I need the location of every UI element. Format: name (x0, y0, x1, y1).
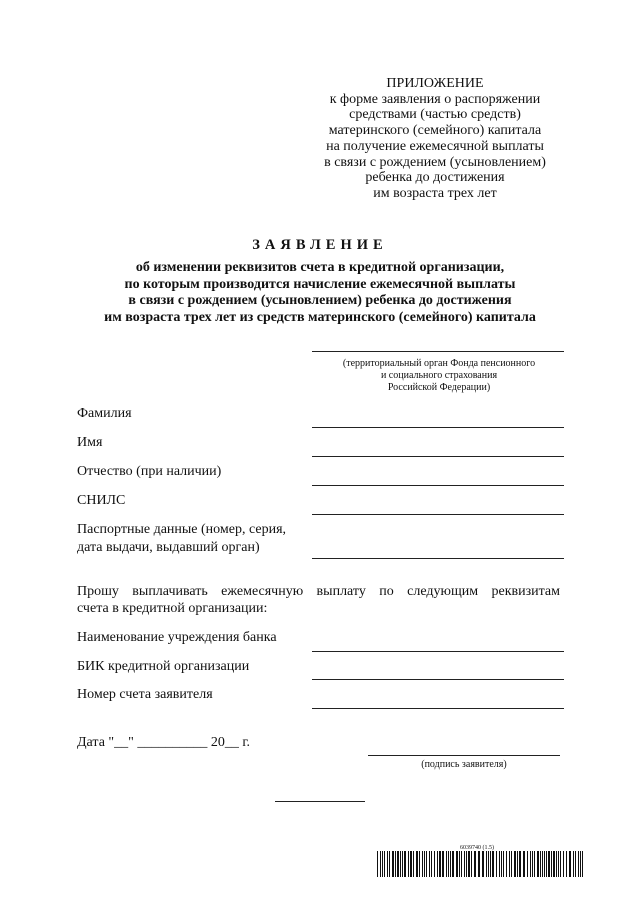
appendix-header (300, 76, 570, 202)
appendix-line: средствами (частью средств) (349, 107, 521, 123)
bank-name-label: Наименование учреждения банка (77, 630, 277, 645)
barcode-bar (506, 851, 507, 877)
passport-label-line1: Паспортные данные (номер, серия, (77, 522, 287, 537)
surname-label: Фамилия (77, 406, 132, 421)
subtitle-line: в связи с рождением (усыновлением) ребенка до достижения (128, 293, 512, 308)
barcode-bar (408, 851, 409, 877)
document-title: ЗАЯВЛЕНИЕ (252, 237, 388, 253)
barcode-image (377, 851, 587, 877)
barcode-bar (566, 851, 567, 877)
barcode-bar (582, 851, 583, 877)
barcode-bar (482, 851, 484, 877)
name-field[interactable] (312, 456, 564, 457)
barcode-bar (492, 851, 494, 877)
barcode-bar (575, 851, 576, 877)
barcode-bar (456, 851, 458, 877)
account-field[interactable] (312, 708, 564, 709)
barcode-bar (413, 851, 414, 877)
org-caption (312, 358, 566, 394)
barcode-bar (548, 851, 550, 877)
barcode-bar (419, 851, 420, 877)
barcode-bar (404, 851, 406, 877)
signature-caption: (подпись заявителя) (421, 759, 507, 770)
subtitle-line: по которым производится начисление ежемесячной выплаты (124, 276, 516, 292)
appendix-line: на получение ежемесячной выплаты (326, 138, 544, 154)
barcode-bar (468, 851, 470, 877)
name-label: Имя (77, 435, 103, 450)
barcode-bar (569, 851, 571, 877)
separator-line (275, 801, 365, 802)
org-field-line[interactable] (312, 351, 564, 352)
org-caption-line: и социального страхования (380, 370, 498, 381)
barcode-bar (542, 851, 543, 877)
barcode-bar (558, 851, 559, 877)
barcode-bar (486, 851, 487, 877)
barcode-bar (514, 851, 516, 877)
barcode-bar (527, 851, 528, 877)
barcode-bar (437, 851, 438, 877)
barcode-bar (416, 851, 418, 877)
barcode-bar (534, 851, 535, 877)
barcode-bar (422, 851, 423, 877)
barcode-bar (448, 851, 449, 877)
barcode-bar (519, 851, 521, 877)
barcode-bar (553, 851, 555, 877)
barcode-bar (450, 851, 451, 877)
request-paragraph (77, 583, 560, 617)
barcode-bar (551, 851, 552, 877)
barcode-bar (474, 851, 476, 877)
barcode-bar (392, 851, 394, 877)
barcode-bar (560, 851, 561, 877)
subtitle-line: об изменении реквизитов счета в кредитной организации, (135, 260, 505, 275)
passport-field[interactable] (312, 558, 564, 559)
barcode-bar (544, 851, 545, 877)
patronymic-field[interactable] (312, 485, 564, 486)
barcode-bar (490, 851, 491, 877)
appendix-line: ребенка до достижения (365, 170, 505, 186)
barcode-bar (377, 851, 378, 877)
form-code: 6039740 (1.5) (460, 845, 494, 851)
barcode-bar (389, 851, 390, 877)
barcode-bar (503, 851, 504, 877)
barcode-bar (410, 851, 412, 877)
barcode-bar (439, 851, 441, 877)
barcode-bar (511, 851, 512, 877)
barcode-bar (530, 851, 531, 877)
barcode-bar (517, 851, 518, 877)
barcode-bar (471, 851, 472, 877)
org-caption-line: Российской Федерации) (387, 382, 491, 393)
barcode-bar (400, 851, 401, 877)
barcode-bar (395, 851, 396, 877)
barcode-bar (461, 851, 462, 877)
patronymic-label: Отчество (при наличии) (77, 464, 222, 479)
snils-label: СНИЛС (77, 493, 126, 508)
barcode-bar (424, 851, 425, 877)
appendix-line: в связи с рождением (усыновлением) (324, 154, 546, 170)
barcode-bar (578, 851, 579, 877)
barcode-bar (563, 851, 564, 877)
barcode-bar (402, 851, 403, 877)
barcode-bar (429, 851, 430, 877)
barcode-bar (580, 851, 581, 877)
barcode-bar (537, 851, 539, 877)
barcode-bar (466, 851, 467, 877)
org-caption-line: (территориальный орган Фонда пенсионного (342, 358, 536, 369)
bik-label: БИК кредитной организации (77, 659, 250, 674)
barcode-bar (380, 851, 381, 877)
barcode-bar (488, 851, 489, 877)
surname-field[interactable] (312, 427, 564, 428)
barcode-bar (387, 851, 388, 877)
appendix-line: им возраста трех лет (373, 185, 497, 201)
document-subtitle (0, 260, 640, 326)
request-line: счета в кредитной организации: (77, 601, 268, 616)
barcode-bar (478, 851, 480, 877)
barcode-bar (382, 851, 383, 877)
barcode-bar (459, 851, 460, 877)
subtitle-line: им возраста трех лет из средств материнского (семейного) капитала (104, 309, 536, 325)
barcode-bar (426, 851, 427, 877)
request-line: Прошу выплачивать ежемесячную выплату по следующим реквизитам (77, 584, 560, 599)
appendix-line: материнского (семейного) капитала (328, 123, 542, 139)
barcode-bar (556, 851, 557, 877)
bank-name-field[interactable] (312, 651, 564, 652)
barcode-bar (431, 851, 432, 877)
barcode-bar (532, 851, 533, 877)
barcode-bar (501, 851, 502, 877)
passport-label-line2: дата выдачи, выдавший орган) (77, 540, 260, 555)
barcode-bar (496, 851, 497, 877)
appendix-line: ПРИЛОЖЕНИЕ (386, 76, 484, 91)
barcode-bar (434, 851, 435, 877)
barcode-bar (523, 851, 525, 877)
barcode-bar (499, 851, 500, 877)
barcode-bar (573, 851, 574, 877)
barcode-bar (452, 851, 454, 877)
snils-field[interactable] (312, 514, 564, 515)
barcode-bar (397, 851, 399, 877)
barcode-bar (442, 851, 444, 877)
appendix-line: к форме заявления о распоряжении (329, 91, 541, 107)
barcode-bar (464, 851, 465, 877)
barcode-bar (509, 851, 510, 877)
barcode-bar (546, 851, 547, 877)
barcode-bar (540, 851, 541, 877)
date-line[interactable]: Дата "__" __________ 20__ г. (77, 735, 250, 750)
account-label: Номер счета заявителя (77, 687, 213, 702)
bik-field[interactable] (312, 679, 564, 680)
barcode-bar (446, 851, 447, 877)
barcode-bar (384, 851, 385, 877)
signature-field[interactable] (368, 755, 560, 756)
